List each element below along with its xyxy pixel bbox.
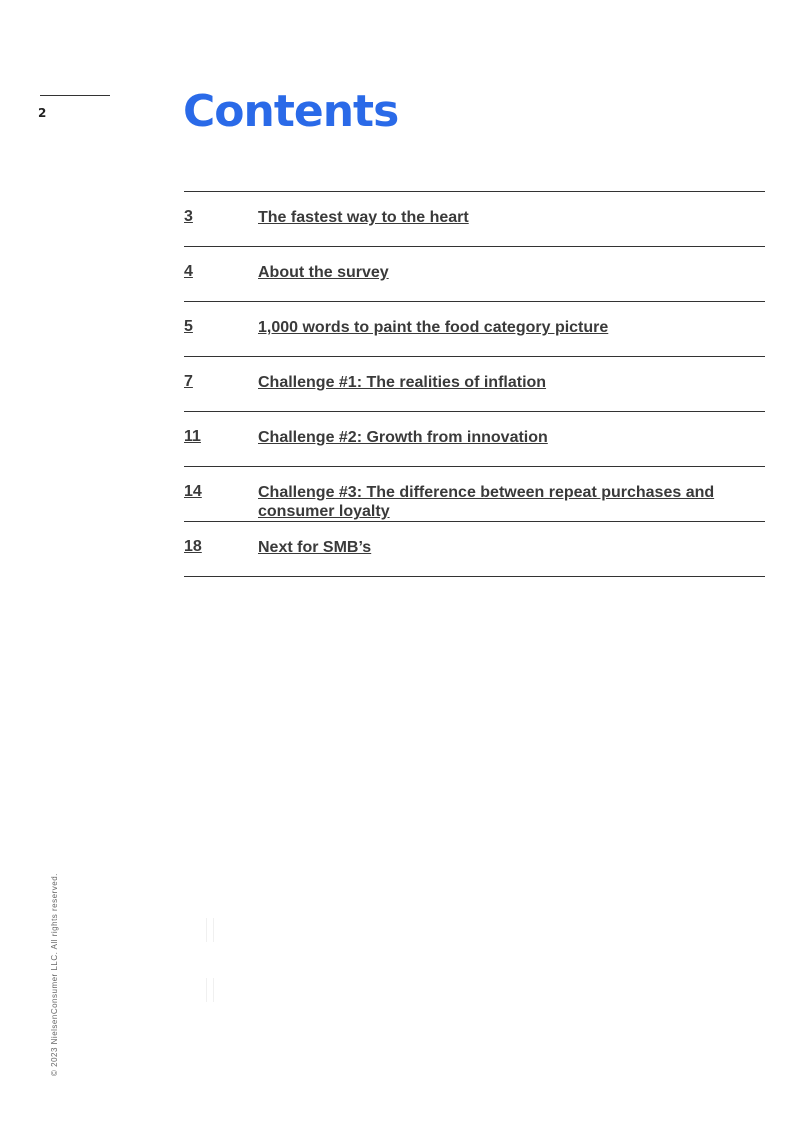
toc-entry-label[interactable]: 1,000 words to paint the food category picture	[258, 319, 609, 336]
copyright-notice: © 2023 NielsenConsumer LLC. All rights reserved.	[50, 873, 59, 1076]
table-of-contents	[184, 191, 765, 577]
toc-page-number[interactable]: 14	[184, 483, 202, 500]
toc-entry-food-category[interactable]	[184, 302, 765, 357]
toc-entry-fastest-way[interactable]	[184, 192, 765, 247]
toc-entry-label[interactable]: The fastest way to the heart	[258, 209, 469, 226]
toc-entry-label[interactable]: Challenge #2: Growth from innovation	[258, 429, 548, 446]
toc-page-number[interactable]: 11	[184, 428, 201, 445]
toc-page-number[interactable]: 3	[184, 208, 193, 225]
toc-entry-label[interactable]: Challenge #3: The difference between repeat purchases and consumer loyalty	[258, 484, 715, 520]
toc-page-number[interactable]: 7	[184, 373, 193, 390]
faint-mark	[206, 918, 214, 942]
toc-page-number[interactable]: 4	[184, 263, 193, 280]
toc-page-number[interactable]: 5	[184, 318, 193, 335]
toc-entry-label[interactable]: Next for SMB’s	[258, 539, 372, 556]
toc-entry-next-for-smbs[interactable]	[184, 522, 765, 577]
toc-entry-label[interactable]: Challenge #1: The realities of inflation	[258, 374, 547, 391]
toc-page-number[interactable]: 18	[184, 538, 202, 555]
header-rule	[40, 95, 110, 96]
toc-entry-about-survey[interactable]	[184, 247, 765, 302]
toc-entry-challenge-3[interactable]	[184, 467, 765, 522]
toc-entry-challenge-2[interactable]	[184, 412, 765, 467]
faint-mark	[206, 978, 214, 1002]
page-title: Contents	[183, 86, 399, 137]
toc-entry-label[interactable]: About the survey	[258, 264, 389, 281]
toc-entry-challenge-1[interactable]	[184, 357, 765, 412]
page-number: 2	[38, 106, 47, 120]
